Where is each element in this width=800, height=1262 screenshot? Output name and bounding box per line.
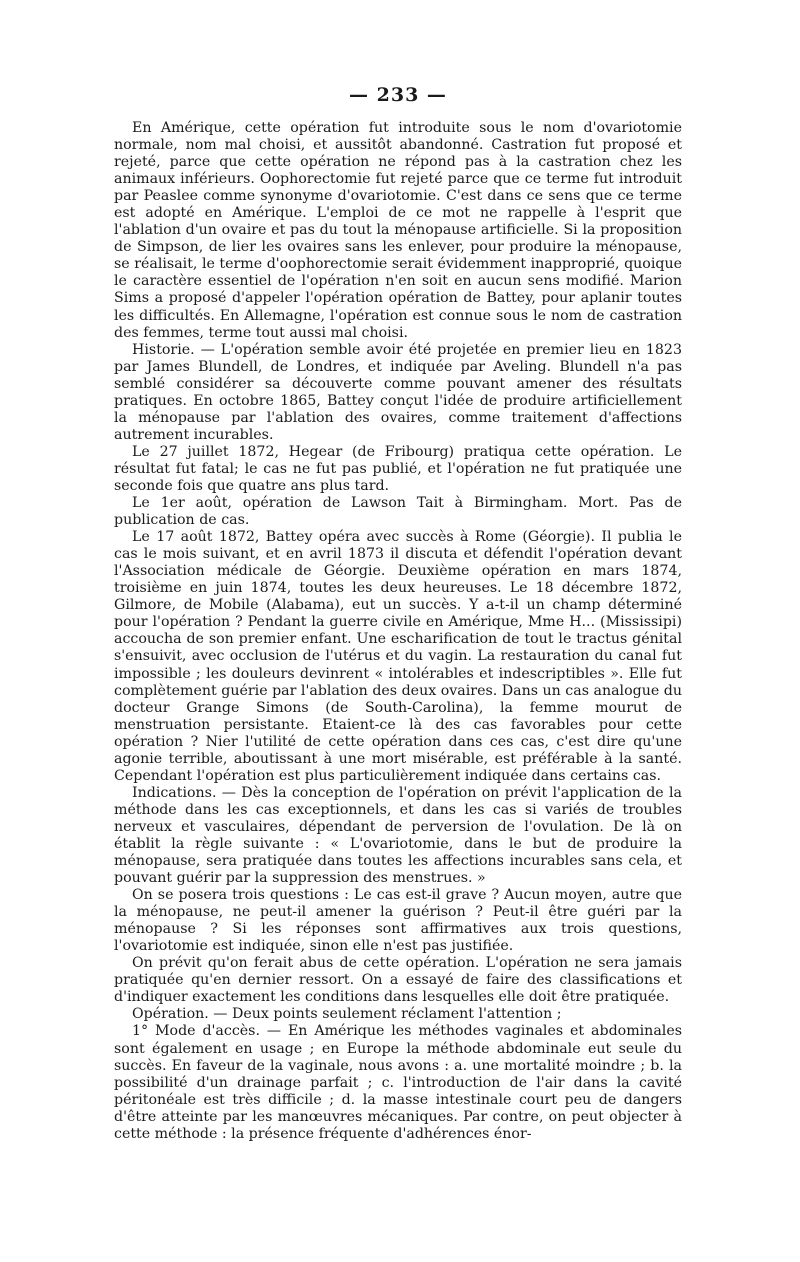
paragraph-historie: Historie. — L'opération semble avoir été projetée en premier lieu en 1823 par James Blundell, de Londres, et indiquée par Aveling. Blundell n'a pas semblé considérer sa découverte comme pouvant amener des résultats pratiques. En octobre 1865, Battey conçut l'idée de produire artificiellement la ménopause par l'ablation des ovaires, comme traitement d'affections autrement incurables. [114,341,682,443]
body-text [114,120,682,1143]
paragraph-mode-acces: 1° Mode d'accès. — En Amérique les méthodes vaginales et abdominales sont également en usage ; en Europe la méthode abdominale eut seule du succès. En faveur de la vaginale, nous avons : a. une mortalité moindre ; b. la possibilité d'un drainage parfait ; c. l'introduction de l'air dans la cavité péritonéale est très difficile ; d. la masse intestinale court peu de dangers d'être atteinte par les manœuvres mécaniques. Par contre, on peut objecter à cette méthode : la présence fréquente d'adhérences énor- [114,1023,682,1142]
page-number: — 233 — [349,84,447,106]
paragraph-lawson-tait: Le 1er août, opération de Lawson Tait à Birmingham. Mort. Pas de publication de cas. [114,495,682,529]
paragraph-questions: On se posera trois questions : Le cas est-il grave ? Aucun moyen, autre que la ménopause, ne peut-il amener la guérison ? Peut-il être guéri par la ménopause ? Si les réponses sont affirmatives aux trois questions, l'ovariotomie est indiquée, sinon elle n'est pas justifiée. [114,887,682,955]
paragraph-indications: Indications. — Dès la conception de l'opération on prévit l'application de la méthode dans les cas exceptionnels, et dans les cas si variés de troubles nerveux et vasculaires, dépendant de perversion de l'ovulation. De là on établit la règle suivante : « L'ovariotomie, dans le but de produire la ménopause, sera pratiquée dans toutes les affections incurables sans cela, et pouvant guérir par la suppression des menstrues. » [114,784,682,887]
paragraph-abus: On prévit qu'on ferait abus de cette opération. L'opération ne sera jamais pratiquée qu'en dernier ressort. On a essayé de faire des classifications et d'indiquer exactement les conditions dans lesquelles elle doit être pratiquée. [114,955,682,1006]
paragraph-hegear: Le 27 juillet 1872, Hegear (de Fribourg) pratiqua cette opération. Le résultat fut fatal; le cas ne fut pas publié, et l'opération ne fut pratiquée une seconde fois que quatre ans plus tard. [114,443,682,494]
paragraph-nomenclature: En Amérique, cette opération fut introduite sous le nom d'ovariotomie normale, nom mal choisi, et aussitôt abandonné. Castration fut proposé et rejeté, parce que cette opération ne répond pas à la castration chez les animaux inférieurs. Oophorectomie fut rejeté parce que ce terme fut introduit par Peaslee comme synonyme d'ovariotomie. C'est dans ce sens que ce terme est adopté en Amérique. L'emploi de ce mot ne rappelle à l'esprit que l'ablation d'un ovaire et pas du tout la ménopause artificielle. Si la proposition de Simpson, de lier les ovaires sans les enlever, pour produire la ménopause, se réalisait, le terme d'oophorectomie serait évidemment inapproprié, quoique le caractère essentiel de l'opération n'en soit en aucun sens modifié. Marion Sims a proposé d'appeler l'opération opération de Battey, pour aplanir toutes les difficultés. En Allemagne, l'opération est connue sous le nom de castration des femmes, terme tout aussi mal choisi. [114,120,682,341]
paragraph-operation: Opération. — Deux points seulement réclament l'attention ; [132,1006,562,1023]
paragraph-battey: Le 17 août 1872, Battey opéra avec succès à Rome (Géorgie). Il publia le cas le mois suivant, et en avril 1873 il discuta et défendit l'opération devant l'Association médicale de Géorgie. Deuxième opération en mars 1874, troisième en juin 1874, toutes les deux heureuses. Le 18 décembre 1872, Gilmore, de Mobile (Alabama), eut un succès. Y a-t-il un champ déterminé pour l'opération ? Pendant la guerre civile en Amérique, Mme H... (Mississipi) accoucha de son premier enfant. Une escharification de tout le tractus génital s'ensuivit, avec occlusion de l'utérus et du vagin. La restauration du canal fut impossible ; les douleurs devinrent « intolérables et indescriptibles ». Elle fut complètement guérie par l'ablation des deux ovaires. Dans un cas analogue du docteur Grange Simons (de South-Carolina), la femme mourut de menstruation persistante. Etaient-ce là des cas favorables pour cette opération ? Nier l'utilité de cette opération dans ces cas, c'est dire qu'une agonie terrible, aboutissant à une mort misérable, est préférable à la santé. Cependant l'opération est plus particulièrement indiquée dans certains cas. [114,529,682,784]
